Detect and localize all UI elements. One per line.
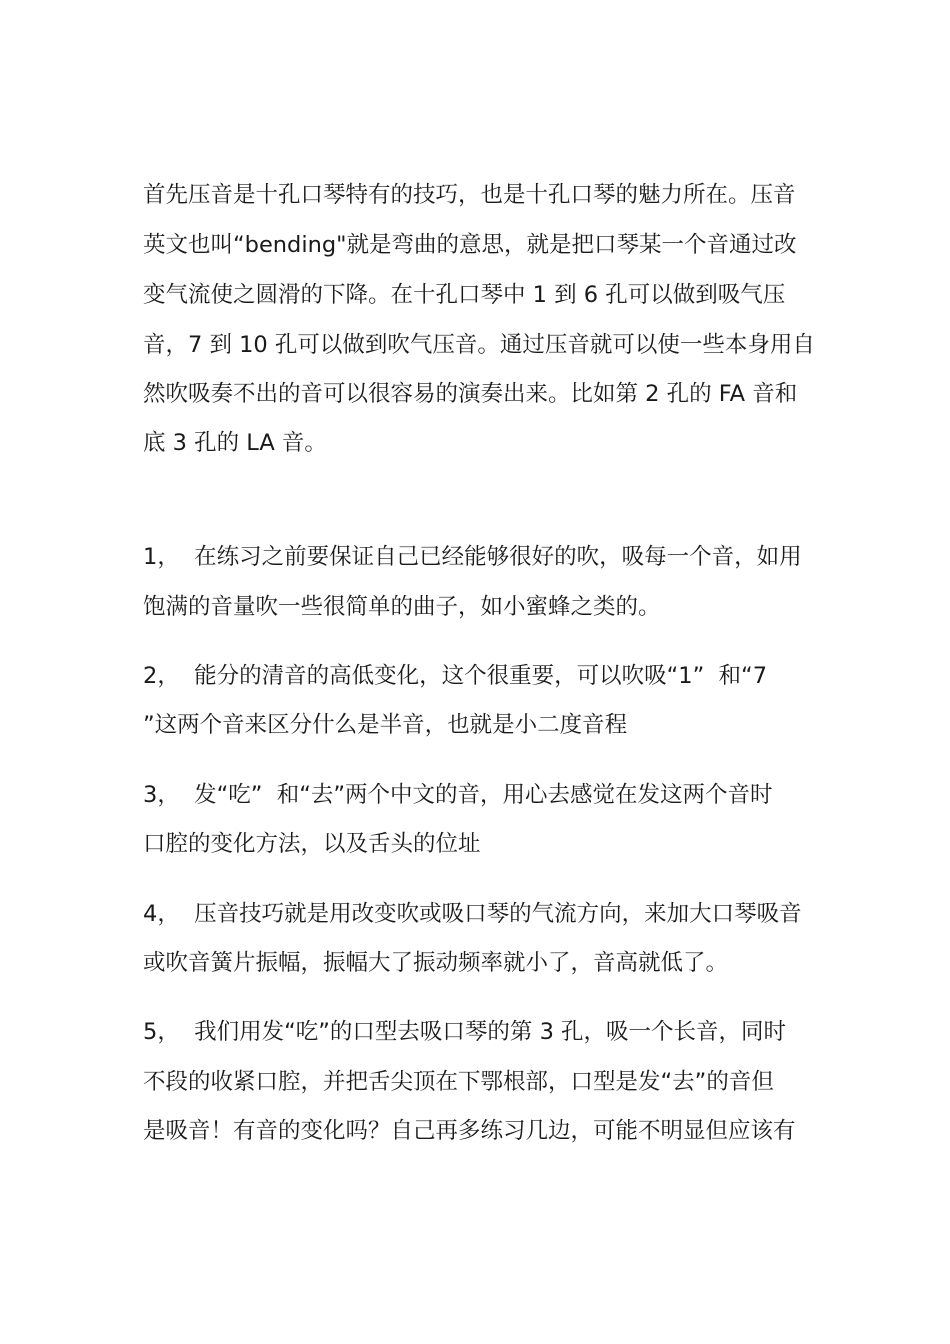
text-line: 底 3 孔的 LA 音。 <box>143 430 327 456</box>
text-line: 变气流使之圆滑的下降。在十孔口琴中 1 到 6 孔可以做到吸气压 <box>143 282 786 308</box>
text-line: 是吸音！有音的变化吗？自己再多练习几边，可能不明显但应该有 <box>143 1118 796 1144</box>
text-line: 口腔的变化方法，以及舌头的位址 <box>143 831 481 857</box>
text-line: 5， 我们用发“吃”的口型去吸口琴的第 3 孔，吸一个长音，同时 <box>143 1019 787 1045</box>
text-line: 3， 发“吃” 和“去”两个中文的音，用心去感觉在发这两个音时 <box>143 782 773 808</box>
text-line: 2， 能分的清音的高低变化，这个很重要，可以吹吸“1” 和“7 <box>143 663 768 689</box>
text-line: 或吹音簧片振幅，振幅大了振动频率就小了，音高就低了。 <box>143 950 729 976</box>
text-line: 首先压音是十孔口琴特有的技巧，也是十孔口琴的魅力所在。压音 <box>143 182 796 208</box>
text-line: ”这两个音来区分什么是半音，也就是小二度音程 <box>143 712 628 738</box>
text-line: 不段的收紧口腔，并把舌尖顶在下鄂根部，口型是发“去”的音但 <box>143 1069 774 1095</box>
text-line: 饱满的音量吹一些很简单的曲子，如小蜜蜂之类的。 <box>143 594 661 620</box>
text-line: 英文也叫“bending"就是弯曲的意思，就是把口琴某一个音通过改 <box>143 232 797 258</box>
text-line: 音，7 到 10 孔可以做到吹气压音。通过压音就可以使一些本身用自 <box>143 332 815 358</box>
text-line: 4， 压音技巧就是用改变吹或吸口琴的气流方向，来加大口琴吸音 <box>143 901 802 927</box>
text-line: 1， 在练习之前要保证自己已经能够很好的吹，吸每一个音，如用 <box>143 544 802 570</box>
text-line: 然吹吸奏不出的音可以很容易的演奏出来。比如第 2 孔的 FA 音和 <box>143 381 798 407</box>
